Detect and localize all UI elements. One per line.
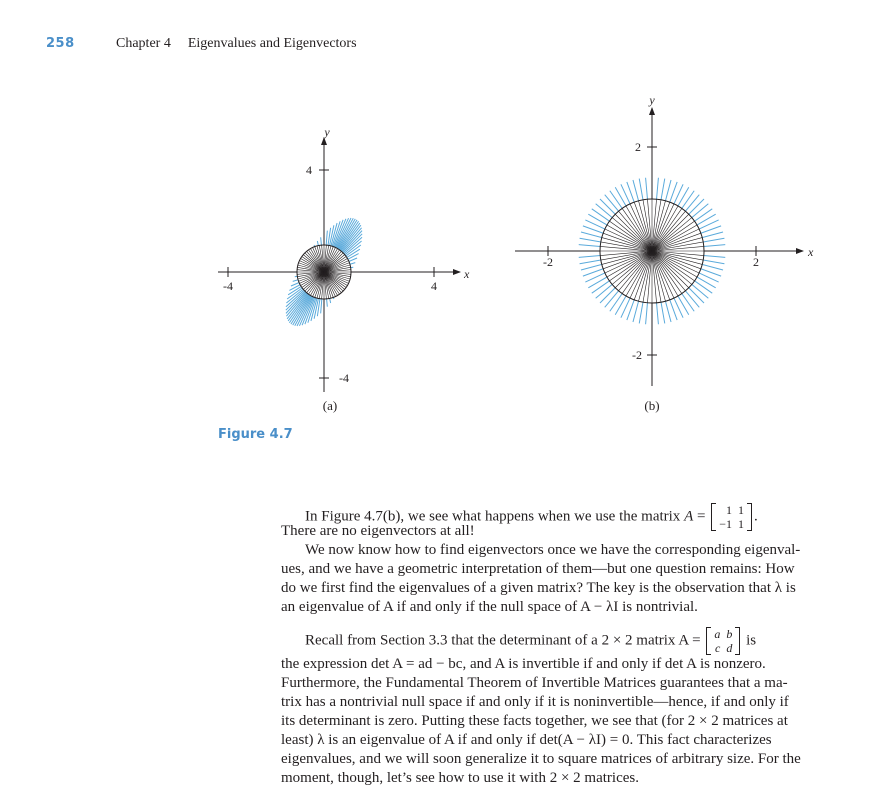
paragraph-2-line: an eigenvalue of A if and only if the null space of A − λI is nontrivial. bbox=[281, 599, 698, 615]
paragraph-3-line: its determinant is zero. Putting these facts together, we see that (for 2 × 2 matrices at bbox=[281, 713, 788, 729]
paragraph-3 bbox=[281, 627, 806, 788]
plot-panel-a bbox=[218, 125, 470, 413]
x-axis-label-b: x bbox=[808, 245, 814, 259]
tick-label-a-y4: 4 bbox=[306, 163, 312, 177]
tick-label-a-x4: 4 bbox=[431, 279, 437, 293]
p1-matrix-name: A bbox=[684, 508, 694, 525]
matrix-entry: −1 bbox=[719, 517, 732, 531]
paragraph-3-line: least) λ is an eigenvalue of A if and only if det(A − λI) = 0. This fact characterizes bbox=[281, 732, 772, 748]
paragraph-2-line: ues, and we have a geometric interpretation of them—but one question remains: How bbox=[281, 561, 795, 577]
tick-label-b-y2: 2 bbox=[635, 140, 641, 154]
matrix-entry: a bbox=[714, 627, 721, 641]
unit-vectors-a bbox=[297, 245, 351, 299]
caption-b: (b) bbox=[644, 398, 660, 413]
p3-text: Recall from Section 3.3 that the determinant of a 2 × 2 matrix A = bbox=[305, 632, 705, 649]
matrix-entry: 1 bbox=[737, 503, 744, 517]
paragraph-2-line: do we first find the eigenvalues of a given matrix? The key is the observation that λ is bbox=[281, 580, 796, 596]
chapter-label: Chapter 4 bbox=[116, 36, 171, 51]
page-number: 258 bbox=[46, 36, 75, 51]
paragraph-2 bbox=[281, 541, 806, 617]
paragraph-3-line: eigenvalues, and we will soon generalize it to square matrices of arbitrary size. For the bbox=[281, 751, 801, 767]
matrix-entry: 1 bbox=[737, 517, 744, 531]
matrix-entry: 1 bbox=[725, 503, 732, 517]
tick-label-b-y-2: -2 bbox=[632, 348, 642, 362]
tick-label-a-y-4: -4 bbox=[339, 371, 349, 385]
p3-is: is bbox=[742, 632, 757, 649]
p1-text: In Figure 4.7(b), we see what happens when we use the matrix bbox=[305, 508, 685, 525]
paragraph-1-line-2: There are no eigenvectors at all! bbox=[281, 523, 475, 539]
matrix-A-general bbox=[706, 627, 740, 655]
tick-label-b-x2: 2 bbox=[753, 255, 759, 269]
x-axis-label-a: x bbox=[464, 267, 470, 281]
matrix-entry: b bbox=[726, 627, 733, 641]
paragraph-3-line-1 bbox=[281, 627, 806, 655]
p1-period: . bbox=[753, 508, 758, 525]
y-axis-label-a: y bbox=[324, 125, 330, 139]
p1-equals: = bbox=[693, 508, 710, 525]
matrix-entry: d bbox=[726, 641, 733, 655]
matrix-entry: c bbox=[715, 641, 721, 655]
paragraph-3-line: trix has a nontrivial null space if and only if it is noninvertible—hence, if and only if bbox=[281, 694, 789, 710]
paragraph-2-line: We now know how to find eigenvectors once we have the corresponding eigenval- bbox=[305, 542, 801, 558]
paragraph-3-line: Furthermore, the Fundamental Theorem of Invertible Matrices guarantees that a ma- bbox=[281, 675, 788, 691]
caption-a: (a) bbox=[322, 398, 338, 413]
unit-vectors-b bbox=[600, 199, 704, 303]
tick-label-b-x-2: -2 bbox=[543, 255, 553, 269]
plot-panel-b bbox=[515, 93, 814, 413]
tick-label-a-x-4: -4 bbox=[223, 279, 233, 293]
paragraph-3-line: the expression det A = ad − bc, and A is invertible if and only if det A is nonzero. bbox=[281, 656, 766, 672]
y-axis-label-b: y bbox=[649, 93, 655, 107]
figure-label: Figure 4.7 bbox=[218, 427, 293, 442]
paragraph-3-line: moment, though, let’s see how to use it with 2 × 2 matrices. bbox=[281, 770, 639, 786]
chapter-title: Eigenvalues and Eigenvectors bbox=[187, 36, 357, 51]
